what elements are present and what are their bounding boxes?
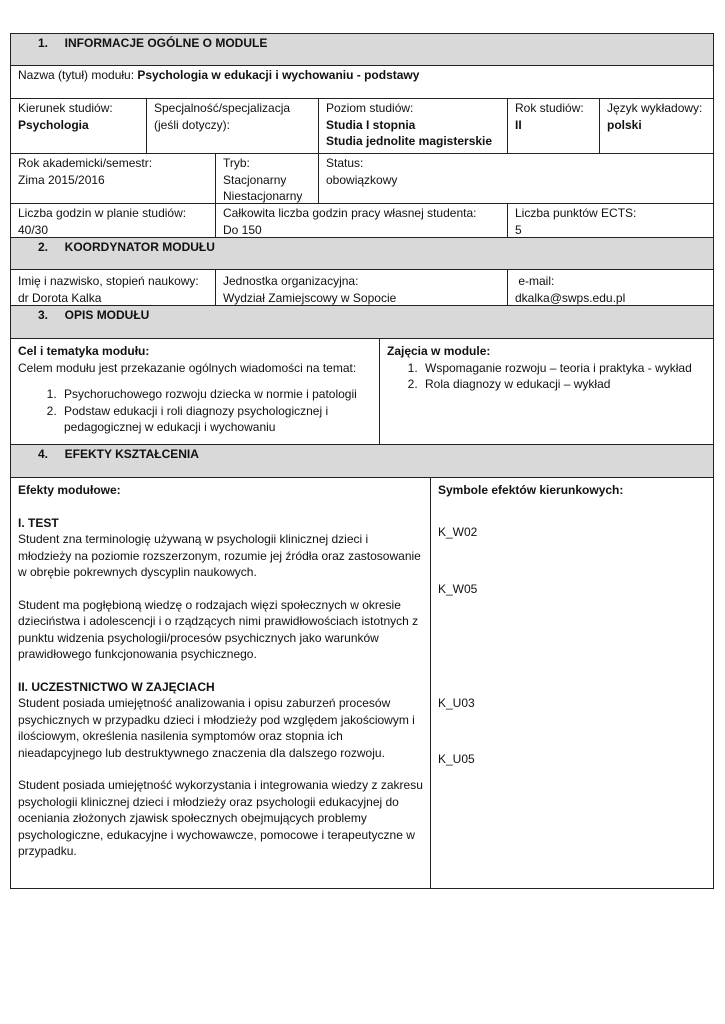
section-4-header	[10, 445, 714, 478]
module-name-row	[10, 66, 714, 99]
ects-label: Liczba punktów ECTS:	[515, 206, 637, 220]
status-cell	[319, 154, 713, 203]
uczestnictwo-heading: II. UCZESTNICTWO W ZAJĘCIACH	[18, 679, 215, 694]
praca-wlasna-label: Całkowita liczba godzin pracy własnej studenta:	[223, 206, 477, 220]
outcomes-row	[10, 478, 714, 889]
praca-wlasna-cell	[216, 204, 508, 237]
kierunek-cell	[11, 99, 147, 153]
rok-akademicki-cell	[11, 154, 216, 203]
status-value: obowiązkowy	[326, 172, 398, 187]
outcome-text: Student ma pogłębioną wiedzę o rodzajach więzi społecznych w okresie dzieciństwa i adolescencji i o rządzących nimi prawidłowościach istotnych z punktu widzenia psychologii/procesów psychicznych jako warunków prawidłowego funkcjonowania psychicznego.	[18, 597, 419, 661]
rok-akademicki-value: Zima 2015/2016	[18, 172, 105, 187]
outcome-text: Student posiada umiejętność analizowania i opisu zaburzeń procesów psychicznych w przypadku dzieci i młodzieży pod względem jakościowym i ilościowym, określenia nasilenia symptomów oraz stopnia ich nieadapcyjnego lub destruktywnego znaczenia dla dalszego rozwoju.	[18, 696, 415, 760]
symbol-code: K_U03	[438, 696, 475, 710]
imie-label: Imię i nazwisko, stopień naukowy:	[18, 274, 199, 288]
kierunek-value: Psychologia	[18, 117, 89, 132]
godziny-value: 40/30	[18, 222, 49, 237]
jezyk-cell	[600, 99, 713, 153]
description-row	[10, 339, 714, 445]
zajecia-item: 1. Wspomaganie rozwoju – teoria i praktyka - wykład	[421, 360, 706, 377]
cel-cell	[11, 339, 380, 444]
zajecia-cell	[380, 339, 713, 444]
symbol-code: K_U05	[438, 752, 475, 766]
efekty-cell	[11, 478, 431, 888]
outcome-text: Student zna terminologię używaną w psychologii klinicznej dzieci i młodzieży na poziomie rozszerzonym, rozumie jej źródła oraz zastosowanie w obrębie pokrewnych dyscyplin naukowych.	[18, 532, 421, 579]
specjalnosc-label: Specjalność/specjalizacja	[154, 101, 291, 115]
ects-cell	[508, 204, 713, 237]
section-3-header	[10, 306, 714, 339]
jezyk-label: Język wykładowy:	[607, 101, 703, 115]
jezyk-value: polski	[607, 117, 642, 132]
section-2-header	[10, 238, 714, 270]
efekty-label: Efekty modułowe:	[18, 483, 121, 497]
cel-text: Celem modułu jest przekazanie ogólnych wiadomości na temat:	[18, 360, 357, 375]
imie-cell	[11, 270, 216, 305]
section-2-title: 2. KOORDYNATOR MODUŁU	[38, 240, 215, 254]
coordinator-row	[10, 270, 714, 306]
zajecia-label: Zajęcia w module:	[387, 344, 491, 358]
godziny-label: Liczba godzin w planie studiów:	[18, 206, 187, 220]
imie-value: dr Dorota Kalka	[18, 290, 102, 305]
jednostka-value: Wydział Zamiejscowy w Sopocie	[223, 290, 397, 305]
email-cell	[508, 270, 713, 305]
email-value[interactable]: dkalka@swps.edu.pl	[515, 290, 626, 305]
specjalnosc-cell	[147, 99, 319, 153]
tryb-value-2: Niestacjonarny	[223, 189, 303, 203]
poziom-value-1: Studia I stopnia	[326, 117, 416, 132]
section-4-title: 4. EFEKTY KSZTAŁCENIA	[38, 447, 199, 461]
cel-label: Cel i tematyka modułu:	[18, 344, 150, 358]
module-card-table	[10, 33, 714, 889]
symbol-code: K_W02	[438, 525, 478, 539]
cel-item: 2. Podstaw edukacji i roli diagnozy psychologicznej i pedagogicznej w edukacji i wychowaniu	[60, 403, 372, 436]
study-info-row	[10, 99, 714, 154]
tryb-value-1: Stacjonarny	[223, 172, 287, 187]
section-3-title: 3. OPIS MODUŁU	[38, 308, 150, 322]
rok-studiow-label: Rok studiów:	[515, 101, 584, 115]
godziny-cell	[11, 204, 216, 237]
symbole-cell	[431, 478, 713, 888]
specjalnosc-value: (jeśli dotyczy):	[154, 117, 231, 132]
module-name-value: Psychologia w edukacji i wychowaniu - podstawy	[137, 68, 420, 82]
poziom-value-2: Studia jednolite magisterskie	[326, 134, 493, 148]
poziom-label: Poziom studiów:	[326, 101, 414, 115]
rok-akademicki-label: Rok akademicki/semestr:	[18, 156, 153, 170]
rok-studiow-value: II	[515, 117, 522, 132]
email-label: e-mail:	[515, 274, 555, 288]
module-name-label: Nazwa (tytuł) modułu:	[18, 68, 138, 82]
zajecia-item: 2. Rola diagnozy w edukacji – wykład	[421, 376, 706, 393]
symbol-code: K_W05	[438, 582, 478, 596]
symbole-label: Symbole efektów kierunkowych:	[438, 483, 624, 497]
section-1-header	[10, 33, 714, 66]
status-label: Status:	[326, 156, 364, 170]
jednostka-cell	[216, 270, 508, 305]
test-heading: I. TEST	[18, 515, 59, 530]
ects-value: 5	[515, 222, 522, 237]
semester-row	[10, 154, 714, 204]
kierunek-label: Kierunek studiów:	[18, 101, 113, 115]
praca-wlasna-value: Do 150	[223, 222, 262, 237]
cel-item: 1. Psychoruchowego rozwoju dziecka w normie i patologii	[60, 386, 372, 403]
poziom-cell	[319, 99, 508, 153]
tryb-label: Tryb:	[223, 156, 250, 170]
section-1-title: 1. INFORMACJE OGÓLNE O MODULE	[38, 36, 268, 50]
hours-row	[10, 204, 714, 238]
zajecia-list	[387, 360, 706, 393]
outcome-text: Student posiada umiejętność wykorzystania i integrowania wiedzy z zakresu psychologii klinicznej dzieci i młodzieży oraz psychologii edukacyjnej do oceniania złożonych zjawisk społecznych obejmujących problemy psychologiczne, edukacyjne i wychowawcze, pomocowe i terapeutyczne w przypadku.	[18, 778, 423, 858]
tryb-cell	[216, 154, 319, 203]
cel-list	[18, 386, 372, 436]
rok-studiow-cell	[508, 99, 600, 153]
jednostka-label: Jednostka organizacyjna:	[223, 274, 359, 288]
